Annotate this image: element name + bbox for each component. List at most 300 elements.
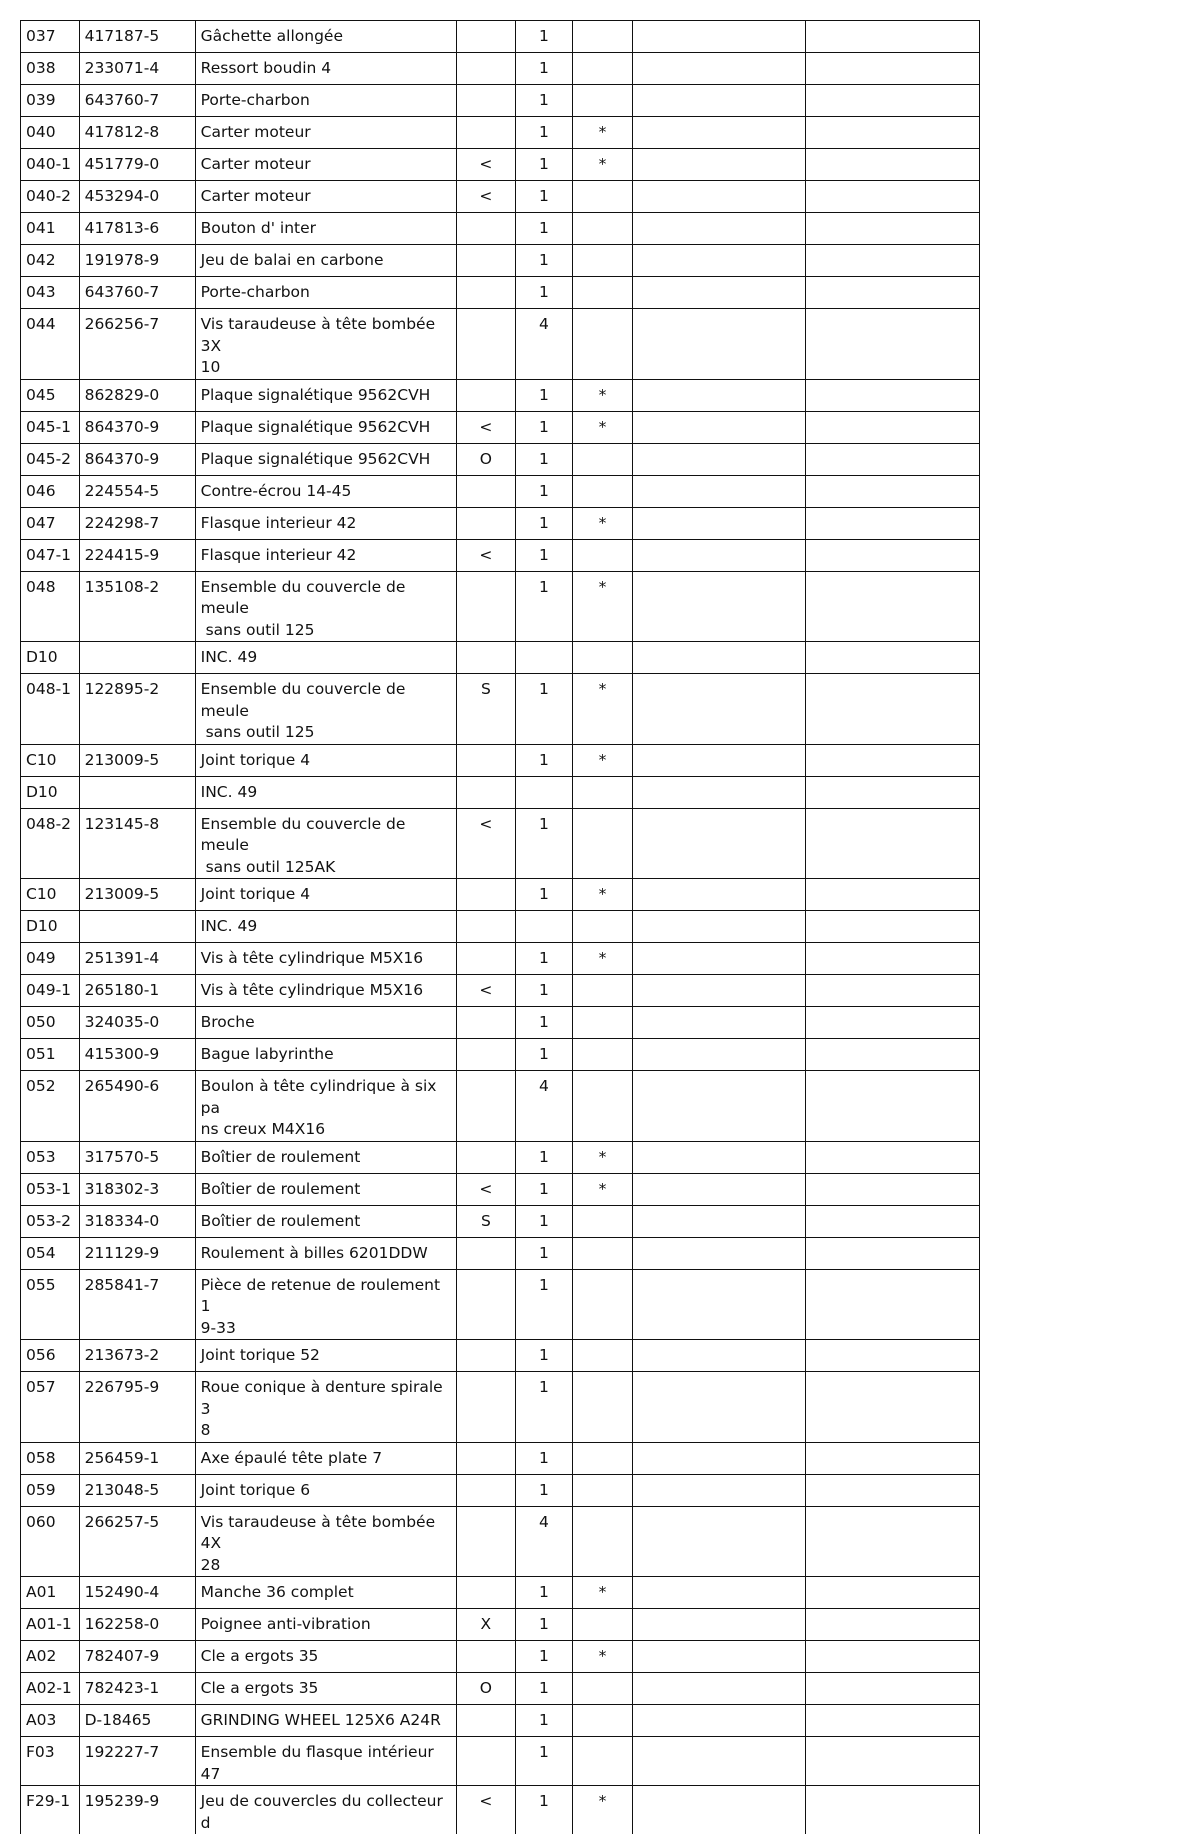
ref-cell <box>21 411 80 443</box>
table-row <box>21 475 980 507</box>
quantity-cell <box>515 1173 572 1205</box>
note-cell-text <box>462 380 510 385</box>
part-number-cell-text: 265490-6 <box>85 1071 190 1098</box>
quantity-cell <box>515 879 572 911</box>
quantity-cell-text: 1 <box>521 1270 567 1297</box>
note-cell <box>457 1372 516 1443</box>
description-cell-text: Plaque signalétique 9562CVH <box>201 412 451 439</box>
description-cell-text: INC. 49 <box>201 777 451 804</box>
part-number-cell <box>79 975 195 1007</box>
blank-column-cell-1 <box>632 181 806 213</box>
quantity-cell <box>515 642 572 674</box>
part-number-cell-text: 451779-0 <box>85 149 190 176</box>
note-cell-text <box>462 1238 510 1243</box>
ref-cell <box>21 943 80 975</box>
availability-mark-cell-text <box>578 777 627 782</box>
part-number-cell <box>79 1705 195 1737</box>
description-cell <box>195 309 456 380</box>
blank-column-cell-2 <box>806 808 980 879</box>
description-cell-text: Boîtier de roulement <box>201 1142 451 1169</box>
note-cell-text <box>462 1372 510 1377</box>
table-row <box>21 1442 980 1474</box>
description-cell <box>195 1609 456 1641</box>
description-cell <box>195 776 456 808</box>
quantity-cell-text: 1 <box>521 1705 567 1732</box>
table-row <box>21 1577 980 1609</box>
note-cell <box>457 571 516 642</box>
availability-mark-cell-text: * <box>578 674 627 701</box>
part-number-cell <box>79 943 195 975</box>
ref-cell-text: 044 <box>26 309 74 336</box>
ref-cell-text: 060 <box>26 1507 74 1534</box>
ref-cell-text: 046 <box>26 476 74 503</box>
quantity-cell-text <box>521 777 567 782</box>
ref-cell <box>21 245 80 277</box>
description-cell-text: Bouton d' inter <box>201 213 451 240</box>
availability-mark-cell-text <box>578 277 627 282</box>
ref-cell <box>21 1737 80 1786</box>
quantity-cell <box>515 181 572 213</box>
description-cell <box>195 943 456 975</box>
part-number-cell-text: 417187-5 <box>85 21 190 48</box>
description-cell <box>195 1506 456 1577</box>
note-cell-text <box>462 1270 510 1275</box>
note-cell-text <box>462 1443 510 1448</box>
note-cell <box>457 911 516 943</box>
description-cell-text: Ensemble du flasque intérieur 47 <box>201 1737 451 1785</box>
quantity-cell <box>515 277 572 309</box>
description-cell-text: Ensemble du couvercle de meule sans outil 125 <box>201 674 451 744</box>
blank-column-cell-2 <box>806 975 980 1007</box>
part-number-cell-text: 195239-9 <box>85 1786 190 1813</box>
ref-cell-text: 056 <box>26 1340 74 1367</box>
quantity-cell-text: 1 <box>521 674 567 701</box>
description-cell <box>195 808 456 879</box>
ref-cell <box>21 1173 80 1205</box>
description-cell-text: Plaque signalétique 9562CVH <box>201 380 451 407</box>
part-number-cell-text: 123145-8 <box>85 809 190 836</box>
description-cell-text: Contre-écrou 14-45 <box>201 476 451 503</box>
description-cell <box>195 1705 456 1737</box>
note-cell-text <box>462 1641 510 1646</box>
description-cell-text: Porte-charbon <box>201 85 451 112</box>
note-cell <box>457 975 516 1007</box>
ref-cell-text: 048-2 <box>26 809 74 836</box>
availability-mark-cell <box>573 53 633 85</box>
ref-cell <box>21 1007 80 1039</box>
quantity-cell-text: 1 <box>521 572 567 599</box>
quantity-cell <box>515 379 572 411</box>
quantity-cell-text: 1 <box>521 380 567 407</box>
description-cell <box>195 1173 456 1205</box>
description-cell <box>195 1007 456 1039</box>
part-number-cell-text: 864370-9 <box>85 412 190 439</box>
blank-column-cell-1 <box>632 277 806 309</box>
description-cell <box>195 1372 456 1443</box>
note-cell-text: < <box>462 181 510 208</box>
note-cell-text <box>462 1737 510 1742</box>
description-cell-text: Boulon à tête cylindrique à six pa ns creux M4X16 <box>201 1071 451 1141</box>
part-number-cell <box>79 85 195 117</box>
note-cell <box>457 674 516 745</box>
availability-mark-cell <box>573 1577 633 1609</box>
blank-column-cell-1 <box>632 1340 806 1372</box>
quantity-cell <box>515 1609 572 1641</box>
blank-column-cell-1 <box>632 1641 806 1673</box>
part-number-cell-text: 266257-5 <box>85 1507 190 1534</box>
part-number-cell-text: 135108-2 <box>85 572 190 599</box>
blank-column-cell-1 <box>632 642 806 674</box>
description-cell <box>195 1737 456 1786</box>
note-cell <box>457 21 516 53</box>
note-cell-text: < <box>462 1786 510 1813</box>
ref-cell <box>21 181 80 213</box>
note-cell <box>457 1039 516 1071</box>
availability-mark-cell-text <box>578 1507 627 1512</box>
description-cell <box>195 181 456 213</box>
blank-column-cell-2 <box>806 879 980 911</box>
blank-column-cell-1 <box>632 213 806 245</box>
table-row <box>21 411 980 443</box>
table-row <box>21 808 980 879</box>
ref-cell-text: 047 <box>26 508 74 535</box>
part-number-cell-text: 417812-8 <box>85 117 190 144</box>
ref-cell-text: 043 <box>26 277 74 304</box>
blank-column-cell-1 <box>632 1609 806 1641</box>
blank-column-cell-2 <box>806 943 980 975</box>
availability-mark-cell-text: * <box>578 1142 627 1169</box>
ref-cell-text: D10 <box>26 777 74 804</box>
description-cell-text: Jeu de couvercles du collecteur d <box>201 1786 451 1834</box>
ref-cell <box>21 1039 80 1071</box>
quantity-cell-text: 1 <box>521 149 567 176</box>
blank-column-cell-1 <box>632 879 806 911</box>
note-cell <box>457 808 516 879</box>
availability-mark-cell <box>573 776 633 808</box>
description-cell-text: Jeu de balai en carbone <box>201 245 451 272</box>
ref-cell <box>21 975 80 1007</box>
blank-column-cell-1 <box>632 507 806 539</box>
note-cell-text <box>462 1705 510 1710</box>
description-cell <box>195 879 456 911</box>
ref-cell-text: 055 <box>26 1270 74 1297</box>
description-cell-text: Flasque interieur 42 <box>201 508 451 535</box>
availability-mark-cell <box>573 1269 633 1340</box>
description-cell-text: Manche 36 complet <box>201 1577 451 1604</box>
ref-cell-text: 058 <box>26 1443 74 1470</box>
availability-mark-cell-text: * <box>578 943 627 970</box>
availability-mark-cell-text <box>578 540 627 545</box>
quantity-cell-text: 1 <box>521 213 567 240</box>
availability-mark-cell-text: * <box>578 1786 627 1813</box>
table-row <box>21 1007 980 1039</box>
blank-column-cell-2 <box>806 539 980 571</box>
blank-column-cell-1 <box>632 776 806 808</box>
table-row <box>21 1609 980 1641</box>
ref-cell <box>21 879 80 911</box>
note-cell <box>457 1340 516 1372</box>
ref-cell-text: F29-1 <box>26 1786 74 1813</box>
ref-cell-text: 045-1 <box>26 412 74 439</box>
note-cell <box>457 1173 516 1205</box>
note-cell <box>457 1506 516 1577</box>
note-cell <box>457 379 516 411</box>
blank-column-cell-2 <box>806 1071 980 1142</box>
availability-mark-cell-text <box>578 642 627 647</box>
table-row <box>21 744 980 776</box>
availability-mark-cell-text <box>578 1705 627 1710</box>
note-cell-text <box>462 213 510 218</box>
part-number-cell <box>79 808 195 879</box>
note-cell <box>457 475 516 507</box>
part-number-cell <box>79 213 195 245</box>
part-number-cell <box>79 277 195 309</box>
part-number-cell <box>79 1474 195 1506</box>
ref-cell-text: A02-1 <box>26 1673 74 1700</box>
part-number-cell-text: 233071-4 <box>85 53 190 80</box>
description-cell <box>195 21 456 53</box>
blank-column-cell-1 <box>632 539 806 571</box>
table-row <box>21 1269 980 1340</box>
description-cell <box>195 975 456 1007</box>
availability-mark-cell <box>573 879 633 911</box>
table-row <box>21 642 980 674</box>
part-number-cell-text: 192227-7 <box>85 1737 190 1764</box>
availability-mark-cell <box>573 1786 633 1834</box>
ref-cell-text: A01-1 <box>26 1609 74 1636</box>
ref-cell-text: 054 <box>26 1238 74 1265</box>
description-cell <box>195 1269 456 1340</box>
table-row <box>21 539 980 571</box>
blank-column-cell-1 <box>632 1786 806 1834</box>
note-cell <box>457 1474 516 1506</box>
availability-mark-cell <box>573 1237 633 1269</box>
part-number-cell <box>79 117 195 149</box>
availability-mark-cell <box>573 117 633 149</box>
quantity-cell-text: 1 <box>521 1206 567 1233</box>
blank-column-cell-1 <box>632 443 806 475</box>
description-cell-text: Roulement à billes 6201DDW <box>201 1238 451 1265</box>
blank-column-cell-2 <box>806 1340 980 1372</box>
description-cell-text: Vis à tête cylindrique M5X16 <box>201 943 451 970</box>
availability-mark-cell <box>573 539 633 571</box>
availability-mark-cell <box>573 1641 633 1673</box>
description-cell <box>195 213 456 245</box>
quantity-cell-text: 1 <box>521 975 567 1002</box>
part-number-cell-text: 324035-0 <box>85 1007 190 1034</box>
availability-mark-cell-text <box>578 245 627 250</box>
quantity-cell-text: 4 <box>521 309 567 336</box>
table-row <box>21 975 980 1007</box>
availability-mark-cell-text: * <box>578 1641 627 1668</box>
note-cell-text <box>462 1577 510 1582</box>
quantity-cell <box>515 443 572 475</box>
description-cell <box>195 53 456 85</box>
part-number-cell <box>79 1039 195 1071</box>
note-cell-text <box>462 53 510 58</box>
note-cell-text <box>462 85 510 90</box>
ref-cell-text: 048 <box>26 572 74 599</box>
blank-column-cell-2 <box>806 1673 980 1705</box>
note-cell-text <box>462 1142 510 1147</box>
quantity-cell <box>515 1673 572 1705</box>
note-cell-text <box>462 911 510 916</box>
description-cell <box>195 1474 456 1506</box>
quantity-cell <box>515 309 572 380</box>
availability-mark-cell <box>573 277 633 309</box>
part-number-cell-text: 285841-7 <box>85 1270 190 1297</box>
note-cell <box>457 1673 516 1705</box>
quantity-cell <box>515 117 572 149</box>
blank-column-cell-1 <box>632 1007 806 1039</box>
availability-mark-cell <box>573 213 633 245</box>
ref-cell <box>21 1577 80 1609</box>
availability-mark-cell-text: * <box>578 1577 627 1604</box>
table-row <box>21 507 980 539</box>
quantity-cell-text <box>521 642 567 647</box>
quantity-cell <box>515 85 572 117</box>
quantity-cell <box>515 245 572 277</box>
description-cell <box>195 245 456 277</box>
quantity-cell-text: 1 <box>521 1609 567 1636</box>
availability-mark-cell-text <box>578 476 627 481</box>
ref-cell-text: 045 <box>26 380 74 407</box>
blank-column-cell-1 <box>632 1372 806 1443</box>
quantity-cell-text: 1 <box>521 1443 567 1470</box>
note-cell-text <box>462 1340 510 1345</box>
ref-cell-text: 049-1 <box>26 975 74 1002</box>
note-cell <box>457 1786 516 1834</box>
part-number-cell-text: 224554-5 <box>85 476 190 503</box>
availability-mark-cell-text <box>578 1340 627 1345</box>
table-row <box>21 1340 980 1372</box>
table-row <box>21 117 980 149</box>
description-cell-text: Flasque interieur 42 <box>201 540 451 567</box>
part-number-cell <box>79 1609 195 1641</box>
availability-mark-cell <box>573 975 633 1007</box>
blank-column-cell-2 <box>806 277 980 309</box>
ref-cell <box>21 277 80 309</box>
part-number-cell <box>79 1786 195 1834</box>
part-number-cell <box>79 744 195 776</box>
availability-mark-cell <box>573 1737 633 1786</box>
note-cell-text <box>462 777 510 782</box>
note-cell <box>457 309 516 380</box>
blank-column-cell-2 <box>806 744 980 776</box>
part-number-cell <box>79 1071 195 1142</box>
ref-cell-text: 038 <box>26 53 74 80</box>
blank-column-cell-1 <box>632 1205 806 1237</box>
description-cell <box>195 1442 456 1474</box>
note-cell <box>457 213 516 245</box>
ref-cell-text: 053-2 <box>26 1206 74 1233</box>
ref-cell-text: 057 <box>26 1372 74 1399</box>
availability-mark-cell-text <box>578 53 627 58</box>
table-row <box>21 1237 980 1269</box>
description-cell-text: Joint torique 4 <box>201 879 451 906</box>
table-row <box>21 1705 980 1737</box>
blank-column-cell-1 <box>632 475 806 507</box>
availability-mark-cell-text <box>578 1270 627 1275</box>
availability-mark-cell-text <box>578 1673 627 1678</box>
quantity-cell <box>515 1786 572 1834</box>
blank-column-cell-1 <box>632 1269 806 1340</box>
part-number-cell-text: 224298-7 <box>85 508 190 535</box>
availability-mark-cell-text <box>578 1039 627 1044</box>
blank-column-cell-2 <box>806 1007 980 1039</box>
table-row <box>21 571 980 642</box>
quantity-cell-text: 1 <box>521 1641 567 1668</box>
part-number-cell <box>79 1641 195 1673</box>
blank-column-cell-2 <box>806 149 980 181</box>
availability-mark-cell <box>573 475 633 507</box>
blank-column-cell-2 <box>806 911 980 943</box>
description-cell <box>195 1340 456 1372</box>
blank-column-cell-2 <box>806 507 980 539</box>
blank-column-cell-2 <box>806 443 980 475</box>
blank-column-cell-2 <box>806 1577 980 1609</box>
availability-mark-cell <box>573 1474 633 1506</box>
parts-table-body <box>21 21 980 1834</box>
part-number-cell <box>79 53 195 85</box>
ref-cell <box>21 911 80 943</box>
ref-cell-text: 049 <box>26 943 74 970</box>
description-cell <box>195 1641 456 1673</box>
availability-mark-cell-text: * <box>578 380 627 407</box>
availability-mark-cell-text <box>578 213 627 218</box>
note-cell <box>457 539 516 571</box>
note-cell <box>457 1205 516 1237</box>
description-cell-text: Ensemble du couvercle de meule sans outil 125AK <box>201 809 451 879</box>
ref-cell-text: 047-1 <box>26 540 74 567</box>
description-cell-text: Joint torique 4 <box>201 745 451 772</box>
blank-column-cell-2 <box>806 85 980 117</box>
part-number-cell-text: 224415-9 <box>85 540 190 567</box>
note-cell-text: < <box>462 540 510 567</box>
note-cell <box>457 1237 516 1269</box>
ref-cell <box>21 1237 80 1269</box>
ref-cell <box>21 1372 80 1443</box>
note-cell <box>457 53 516 85</box>
blank-column-cell-1 <box>632 379 806 411</box>
quantity-cell-text: 4 <box>521 1507 567 1534</box>
description-cell <box>195 642 456 674</box>
description-cell <box>195 117 456 149</box>
availability-mark-cell <box>573 642 633 674</box>
note-cell <box>457 1609 516 1641</box>
note-cell <box>457 181 516 213</box>
quantity-cell <box>515 1269 572 1340</box>
quantity-cell-text: 1 <box>521 745 567 772</box>
availability-mark-cell-text: * <box>578 117 627 144</box>
part-number-cell-text: 782423-1 <box>85 1673 190 1700</box>
ref-cell-text: 053-1 <box>26 1174 74 1201</box>
part-number-cell-text <box>85 642 190 647</box>
blank-column-cell-1 <box>632 975 806 1007</box>
blank-column-cell-1 <box>632 808 806 879</box>
description-cell <box>195 379 456 411</box>
table-row <box>21 1039 980 1071</box>
quantity-cell-text: 1 <box>521 277 567 304</box>
part-number-cell-text: 213048-5 <box>85 1475 190 1502</box>
quantity-cell <box>515 1340 572 1372</box>
quantity-cell-text: 1 <box>521 476 567 503</box>
description-cell-text: Cle a ergots 35 <box>201 1641 451 1668</box>
note-cell-text: < <box>462 809 510 836</box>
availability-mark-cell <box>573 911 633 943</box>
availability-mark-cell-text <box>578 1372 627 1377</box>
availability-mark-cell <box>573 1039 633 1071</box>
